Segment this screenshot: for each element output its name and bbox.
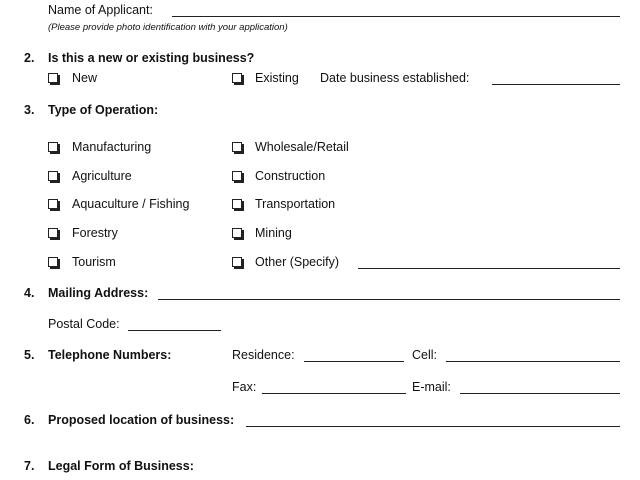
aquaculture-label: Aquaculture / Fishing [72,197,190,211]
manufacturing-label: Manufacturing [72,140,152,154]
q2-number: 2. [24,51,35,65]
residence-field[interactable] [304,361,404,362]
q6-number: 6. [24,413,35,427]
tourism-label: Tourism [72,255,116,269]
forestry-label: Forestry [72,226,118,240]
aquaculture-checkbox[interactable] [48,199,58,209]
q4-number: 4. [24,286,35,300]
agriculture-label: Agriculture [72,169,132,183]
legal-form-label: Legal Form of Business: [48,459,194,473]
mailing-address-label: Mailing Address: [48,286,149,300]
other-specify-field[interactable] [358,268,620,269]
photo-id-note: (Please provide photo identification with your application) [48,22,288,33]
forestry-checkbox[interactable] [48,228,58,238]
transportation-checkbox[interactable] [232,199,242,209]
agriculture-checkbox[interactable] [48,171,58,181]
new-label: New [72,71,98,85]
other-checkbox[interactable] [232,257,242,267]
email-field[interactable] [460,393,620,394]
tourism-checkbox[interactable] [48,257,58,267]
mining-checkbox[interactable] [232,228,242,238]
mining-label: Mining [255,226,292,240]
telephone-label: Telephone Numbers: [48,348,172,362]
cell-field[interactable] [446,361,620,362]
new-checkbox[interactable] [48,73,58,83]
date-established-field[interactable] [492,84,620,85]
residence-label: Residence: [232,348,295,362]
proposed-location-label: Proposed location of business: [48,413,235,427]
existing-checkbox[interactable] [232,73,242,83]
wholesale-retail-checkbox[interactable] [232,142,242,152]
fax-field[interactable] [262,393,406,394]
construction-checkbox[interactable] [232,171,242,181]
wholesale-retail-label: Wholesale/Retail [255,140,349,154]
construction-label: Construction [255,169,326,183]
q3-number: 3. [24,103,35,117]
applicant-name-field[interactable] [172,16,620,17]
q2-question: Is this a new or existing business? [48,51,255,65]
transportation-label: Transportation [255,197,336,211]
postal-code-field[interactable] [128,330,221,331]
applicant-name-label: Name of Applicant: [48,3,153,17]
postal-code-label: Postal Code: [48,317,120,331]
q7-number: 7. [24,459,35,473]
q5-number: 5. [24,348,35,362]
cell-label: Cell: [412,348,438,362]
mailing-address-field[interactable] [158,299,620,300]
manufacturing-checkbox[interactable] [48,142,58,152]
fax-label: Fax: [232,380,257,394]
q3-question: Type of Operation: [48,103,159,117]
existing-label: Existing [255,71,299,85]
email-label: E-mail: [412,380,451,394]
date-established-label: Date business established: [320,71,470,85]
proposed-location-field[interactable] [246,426,620,427]
other-specify-label: Other (Specify) [255,255,340,269]
